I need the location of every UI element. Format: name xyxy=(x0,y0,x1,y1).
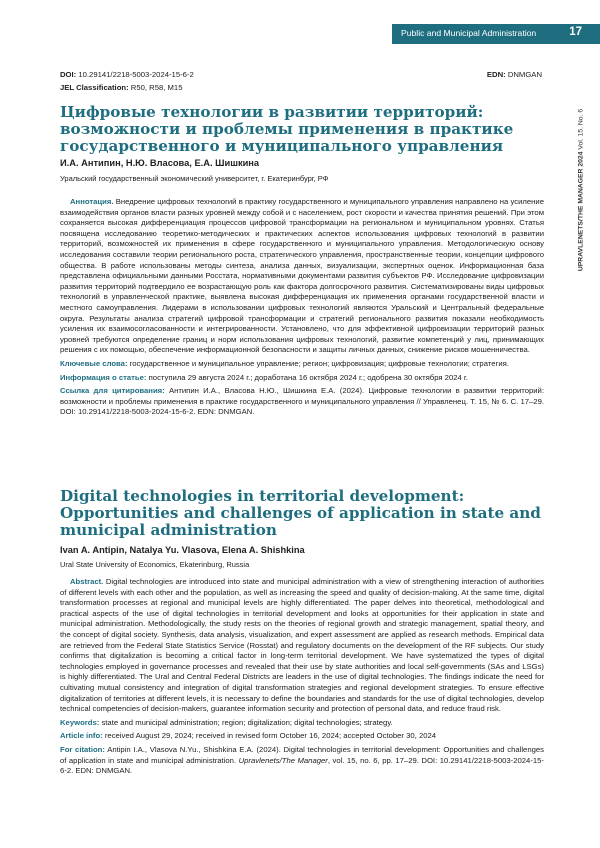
doi-line xyxy=(60,70,194,79)
cite-label-en: For citation: xyxy=(60,744,105,754)
keywords-label-ru: Ключевые слова: xyxy=(60,358,128,368)
edn-line xyxy=(487,70,542,79)
info-label-ru: Информация о статье: xyxy=(60,372,147,382)
cite-text-ru: Антипин И.А., Власова Н.Ю., Шишкина Е.А. (2024). Цифровые технологии в развитии территорий: возможности и проблемы применения в практике государственного и муниципального управления // Управленец. Т. 15, № 6. С. 17–29. DOI: 10.29141/2218-5003-2024-15-6-2. EDN: DNMGAN. xyxy=(60,386,544,417)
info-label-en: Article info: xyxy=(60,731,103,741)
keywords-label-en: Keywords: xyxy=(60,717,100,727)
keywords-text-en: state and municipal administration; region; digitalization; digital technologies; strategy. xyxy=(99,717,393,727)
article-info-en xyxy=(60,731,544,742)
citation-ru xyxy=(60,386,544,418)
header-left-blank xyxy=(0,24,392,44)
page-header xyxy=(0,24,600,44)
keywords-en xyxy=(60,718,544,729)
jel-value: R50, R58, M15 xyxy=(128,83,183,92)
journal-name: UPRAVLENETS/THE MANAGER 2024 xyxy=(577,151,585,272)
abstract-block-ru xyxy=(60,197,544,418)
edn-label: EDN: xyxy=(486,70,506,79)
abstract-text-ru: Внедрение цифровых технологий в практику государственного и муниципального управления направлено на усиление взаимодействия органов власти разных уровней между собой и с населением, рост скорости и качества принятия решений. При этом сохраняется высокая дифференциация процессов цифровой трансформации на региональном и муниципальном уровнях. Статья посвящена исследованию теоретико-методических и практических аспектов использования цифровых технологий в развитии территорий, возможностей их применения в сфере государственного и муниципального управления. Методологическую основу исследования составили теории регионального роста, стратегического управления, пространственные теории, концепции цифрового общества. В работе использованы методы синтеза, анализа данных, визуализации, экспертных оценок. Информационная база представлена официальными данными Росстата, нормативными документами развития субъектов РФ. Исследование цифровизации развития территорий подтвердило ее возрастающую роль как фактора долгосрочного развития. Систематизированы виды цифровых технологий в управленческой практике, выявлена высокая дифференциация их применения органами государственной власти и местного самоуправления. Лидерами в использовании цифровых технологий являются Уральский и Центральный федеральные округа. Результаты анализа стратегий цифровой трансформации и стратегий регионального развития показали необходимость усиления их взаимосогласованности и интегрированности. Установлено, что для эффективной цифровизации территорий разных уровней требуются определение границ и норм использования цифровых технологий, развитие компетенций у лиц, принимающих решения с их помощью, обеспечение информационной безопасности и защиты личных данных, снижение рисков мошенничества. xyxy=(60,197,544,355)
doi-label: DOI: xyxy=(60,70,77,79)
journal-volume: Vol. 15. No. 6 xyxy=(577,108,585,152)
authors-ru: И.А. Антипин, Н.Ю. Власова, Е.А. Шишкина xyxy=(60,158,260,168)
affiliation-en: Ural State University of Economics, Ekaterinburg, Russia xyxy=(60,560,250,569)
page-number: 17 xyxy=(569,26,582,38)
article-title-en: Digital technologies in territorial development: Opportunities and challenges of application in state and municipal administration xyxy=(60,487,541,539)
authors-en: Ivan A. Antipin, Natalya Yu. Vlasova, Elena A. Shishkina xyxy=(60,545,305,555)
article-info-ru xyxy=(60,373,544,384)
header-section-title: Public and Municipal Administration xyxy=(401,28,537,38)
abstract-en xyxy=(60,577,544,715)
jel-label: JEL Classification: xyxy=(60,83,129,92)
keywords-ru xyxy=(60,359,544,370)
edn-value: DNMGAN xyxy=(505,70,542,79)
abstract-ru xyxy=(60,197,544,356)
journal-sidebar-text xyxy=(578,109,585,271)
journal-sidebar xyxy=(574,85,588,295)
info-text-ru: поступила 29 августа 2024 г.; доработана 16 октября 2024 г.; одобрена 30 октября 2024 г. xyxy=(146,372,468,382)
jel-line xyxy=(60,83,182,92)
abstract-text-en: Digital technologies are introduced into state and municipal administration with a view of strengthening interaction of authorities of different levels with each other and the population, as well as increasing the speed and quality of decision-making. At the same time, digital transformation processes at regional and municipal levels are highly differentiated. The paper delves into theoretical, methodological and practical aspects of the use of digital technologies in territorial development and looks at opportunities for their application in state and municipal administration. Methodologically, the study rests on the theories of regional growth and strategic management, spatial theory, and the concept of digital society. Synthesis, data analysis, visualization, and expert assessment are applied as research methods. Empirical data are retrieved from the Federal State Statistics Service (Rosstat) and regulatory documents on the development of the RF subjects. Our study confirms that digitalization is becoming a critical factor in long-term territorial development. We have systematized the types of digital technologies employed in governance processes and revealed that their use by state authorities and local self-governments (SAs and LSGs) is highly differentiated. The Ural and Central Federal Districts are leaders in the use of digital technologies. The findings indicate the need for cultivating mutual consistency and integration of digital transformation strategies and regional development strategies. To ensure effective digitalization of territories at different levels, it is necessary to define the boundaries and standards for the use of digital technologies, develop technical competencies of decision-makers, guarantee information security and protection of personal data, and reduce fraud risk. xyxy=(60,577,544,714)
cite-journal-en: Upravlenets/The Manager xyxy=(238,755,328,765)
abstract-block-en xyxy=(60,577,544,777)
citation-en xyxy=(60,745,544,777)
cite-pre-en: Antipin I.A., Vlasova N.Yu., Shishkina E.A. (2024). Digital technologies in territorial development: Opportunities and challenges of application in state and municipal administration. xyxy=(60,744,545,765)
article-title-ru: Цифровые технологии в развитии территорий: возможности и проблемы применения в практике государственного и муниципального управления xyxy=(60,103,514,155)
abstract-label-en: Abstract. xyxy=(70,577,104,586)
affiliation-ru: Уральский государственный экономический университет, г. Екатеринбург, РФ xyxy=(60,174,329,183)
keywords-text-ru: государственное и муниципальное управление; регион; цифровизация; цифровые технологии; стратегия. xyxy=(127,358,509,368)
doi-value: 10.29141/2218-5003-2024-15-6-2 xyxy=(76,70,194,79)
cite-label-ru: Ссылка для цитирования: xyxy=(60,386,165,396)
info-text-en: received August 29, 2024; received in revised form October 16, 2024; accepted October 30, 2024 xyxy=(102,731,437,741)
abstract-label-ru: Аннотация. xyxy=(70,197,114,206)
cite-post-en: , vol. 15, no. 6, pp. 17–29. DOI: 10.29141/2218-5003-2024-15-6-2. EDN: DNMGAN. xyxy=(60,755,544,776)
